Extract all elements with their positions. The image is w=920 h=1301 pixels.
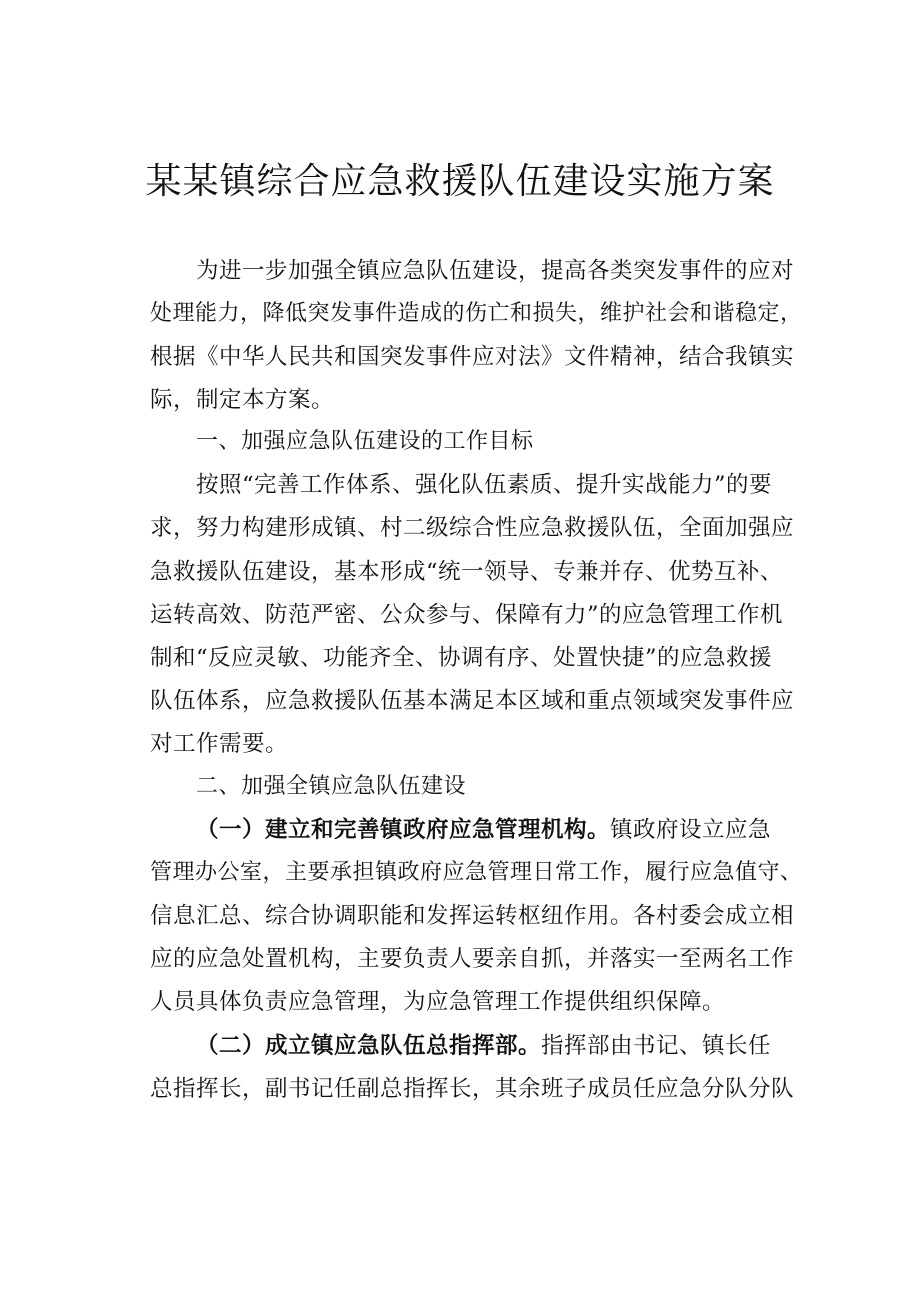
document-title: 某某镇综合应急救援队伍建设实施方案 (145, 161, 775, 202)
subsection-1-lead: （一）建立和完善镇政府应急管理机构。 (196, 817, 611, 843)
subsection-2-lead: （二）成立镇应急队伍总指挥部。 (196, 1033, 542, 1059)
section-1-line: 制和“反应灵敏、功能齐全、协调有序、处置快捷”的应急救援 (150, 645, 773, 671)
subsection-1-line: 管理办公室，主要承担镇政府应急管理日常工作，履行应急值守、 (150, 860, 803, 885)
subsection-1-line: 应的应急处置机构，主要负责人要亲自抓，并落实一至两名工作 (150, 946, 795, 972)
section-1-line: 急救援队伍建设，基本形成“统一领导、专兼并存、优势互补、 (150, 559, 784, 585)
intro-line: 际，制定本方案。 (150, 387, 335, 413)
subsection-2-line: 总指挥长，副书记任副总指挥长，其余班子成员任应急分队分队 (150, 1076, 795, 1102)
section-2-heading: 二、加强全镇应急队伍建设 (196, 774, 467, 799)
intro-line: 处理能力，降低突发事件造成的伤亡和损失，维护社会和谐稳定， (150, 301, 803, 326)
subsection-1-first-line (196, 815, 771, 845)
subsection-1-line: 人员具体负责应急管理，为应急管理工作提供组织保障。 (150, 989, 726, 1015)
section-1-line: 求，努力构建形成镇、村二级综合性应急救援队伍，全面加强应 (150, 515, 795, 541)
section-1-line: 队伍体系，应急救援队伍基本满足本区域和重点领域突发事件应 (150, 688, 795, 714)
section-1-line: 对工作需要。 (150, 731, 289, 757)
section-1-line: 运转高效、防范严密、公众参与、保障有力”的应急管理工作机 (150, 602, 784, 628)
intro-line: 为进一步加强全镇应急队伍建设，提高各类突发事件的应对 (196, 258, 795, 284)
intro-line: 根据《中华人民共和国突发事件应对法》文件精神，结合我镇实 (150, 344, 795, 370)
subsection-2-first-line (196, 1031, 771, 1061)
section-1-line: 按照“完善工作体系、强化队伍素质、提升实战能力”的要 (196, 472, 773, 498)
subsection-1-line: 信息汇总、综合协调职能和发挥运转枢纽作用。各村委会成立相 (150, 903, 795, 929)
subsection-2-text: 指挥部由书记、镇长任 (541, 1033, 772, 1059)
subsection-1-text: 镇政府设立应急 (610, 817, 772, 843)
section-1-heading: 一、加强应急队伍建设的工作目标 (196, 429, 534, 454)
